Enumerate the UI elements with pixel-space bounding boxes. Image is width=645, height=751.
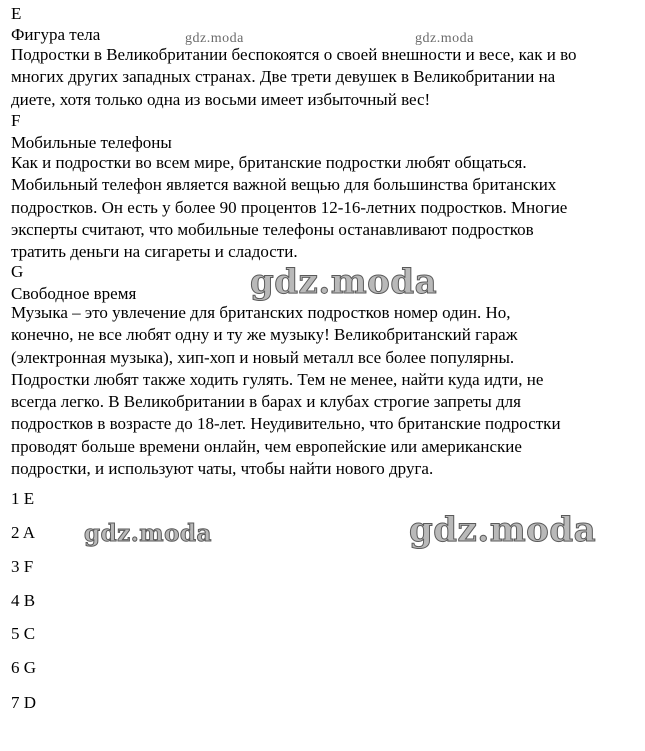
watermark: gdz.moda bbox=[250, 262, 438, 302]
text-line: многих других западных странах. Две трети девушек в Великобритании на bbox=[11, 67, 556, 87]
text-line: конечно, не все любят одну и ту же музыку! Великобританский гараж bbox=[11, 325, 518, 345]
text-line: (электронная музыка), хип-хоп и новый металл все более популярны. bbox=[11, 347, 515, 367]
text-line: Подростки в Великобритании беспокоятся о своей внешности и весе, как и во bbox=[11, 45, 577, 64]
watermark: gdz.moda bbox=[415, 31, 474, 46]
text-line: Подростки любят также ходить гулять. Тем не менее, найти куда идти, не bbox=[11, 369, 544, 389]
section-text-body-figure bbox=[11, 44, 643, 111]
section-text-mobile-phones bbox=[11, 152, 643, 263]
text-line: эксперты считают, что мобильные телефоны останавливают подростков bbox=[11, 219, 534, 239]
answer-item: 4 B bbox=[11, 591, 36, 610]
text-line: подростков в возрасте до 18-лет. Неудивительно, что британские подростки bbox=[11, 414, 561, 434]
answer-item: 5 C bbox=[11, 624, 36, 643]
answer-item: 6 G bbox=[11, 658, 37, 677]
text-line: подростков. Он есть у более 90 процентов 12-16-летних подростков. Многие bbox=[11, 197, 568, 217]
answer-item: 7 D bbox=[11, 693, 37, 712]
watermark: gdz.moda bbox=[84, 520, 212, 547]
text-line: Музыка – это увлечение для британских подростков номер один. Но, bbox=[11, 303, 511, 322]
text-line: всегда легко. В Великобритании в барах и клубах строгие запреты для bbox=[11, 392, 521, 412]
text-line: подростки, и используют чаты, чтобы найти нового друга. bbox=[11, 459, 434, 479]
text-line: проводят больше времени онлайн, чем европейские или американские bbox=[11, 436, 522, 456]
answer-item: 2 A bbox=[11, 523, 36, 542]
section-title-body-figure: Фигура тела bbox=[11, 25, 101, 44]
section-letter-f: F bbox=[11, 111, 21, 130]
section-text-free-time bbox=[11, 302, 643, 480]
answer-item: 3 F bbox=[11, 557, 34, 576]
text-line: Мобильный телефон является важной вещью для большинства британских bbox=[11, 175, 557, 195]
section-letter-g: G bbox=[11, 262, 24, 281]
watermark: gdz.moda bbox=[185, 31, 244, 46]
watermark: gdz.moda bbox=[409, 510, 597, 550]
text-line: тратить деньги на сигареты и сладости. bbox=[11, 242, 298, 262]
answer-item: 1 E bbox=[11, 489, 35, 508]
section-title-free-time: Свободное время bbox=[11, 284, 137, 303]
section-letter-e: E bbox=[11, 4, 22, 23]
section-title-mobile-phones: Мобильные телефоны bbox=[11, 133, 172, 152]
text-line: диете, хотя только одна из восьми имеет избыточный вес! bbox=[11, 89, 431, 109]
text-line: Как и подростки во всем мире, британские подростки любят общаться. bbox=[11, 153, 527, 172]
